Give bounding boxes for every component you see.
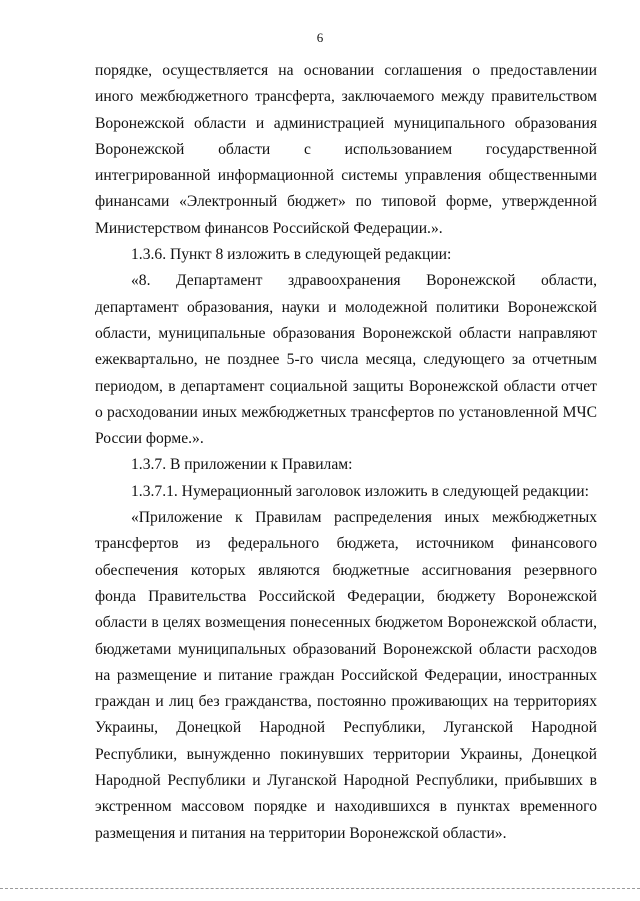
paragraph-point-8: «8. Департамент здравоохранения Воронежской области, департамент образования, науки и молодежной политики Воронежской области, муниципальные образования Воронежской области направляют ежеквартально, не позднее 5-го числа месяца, следующего за отчетным периодом, в департамент социальной защиты Воронежской области отчет о расходовании иных межбюджетных трансфертов по установленной МЧС России форме.». bbox=[95, 272, 597, 448]
bottom-scan-line bbox=[0, 888, 640, 889]
paragraph-appendix-title: «Приложение к Правилам распределения иных межбюджетных трансфертов из федерального бюджета, источником финансового обеспечения которых являются бюджетные ассигнования резервного фонда Правительства Российской Федерации, бюджету Воронежской области в целях возмещения понесенных бюджетом Воронежской области, бюджетами муниципальных образований Воронежской области расходов на размещение и питание граждан Российской Федерации, иностранных граждан и лиц без гражданства, постоянно проживающих на территориях Украины, Донецкой Народной Республики, Луганской Народной Республики, вынужденно покинувших территории Украины, Донецкой Народной Республики и Луганской Народной Республики, прибывших в экстренном массовом порядке и находившихся в пунктах временного размещения и питания на территории Воронежской области». bbox=[95, 509, 597, 842]
paragraph-item-1-3-7: 1.3.7. В приложении к Правилам: bbox=[131, 456, 353, 474]
paragraph-continuation: порядке, осуществляется на основании соглашения о предоставлении иного межбюджетного трансферта, заключаемого между правительством Воронежской области и администрацией муниципального образования Воронежской области с использованием государственной интегрированной информационной системы управления общественными финансами «Электронный бюджет» по типовой форме, утвержденной Министерством финансов Российской Федерации.». bbox=[95, 62, 597, 237]
page-number: 6 bbox=[316, 30, 324, 45]
paragraph-item-1-3-6: 1.3.6. Пункт 8 изложить в следующей редакции: bbox=[131, 246, 452, 264]
paragraph-item-1-3-7-1: 1.3.7.1. Нумерационный заголовок изложить в следующей редакции: bbox=[131, 482, 589, 500]
body-text bbox=[95, 58, 597, 847]
